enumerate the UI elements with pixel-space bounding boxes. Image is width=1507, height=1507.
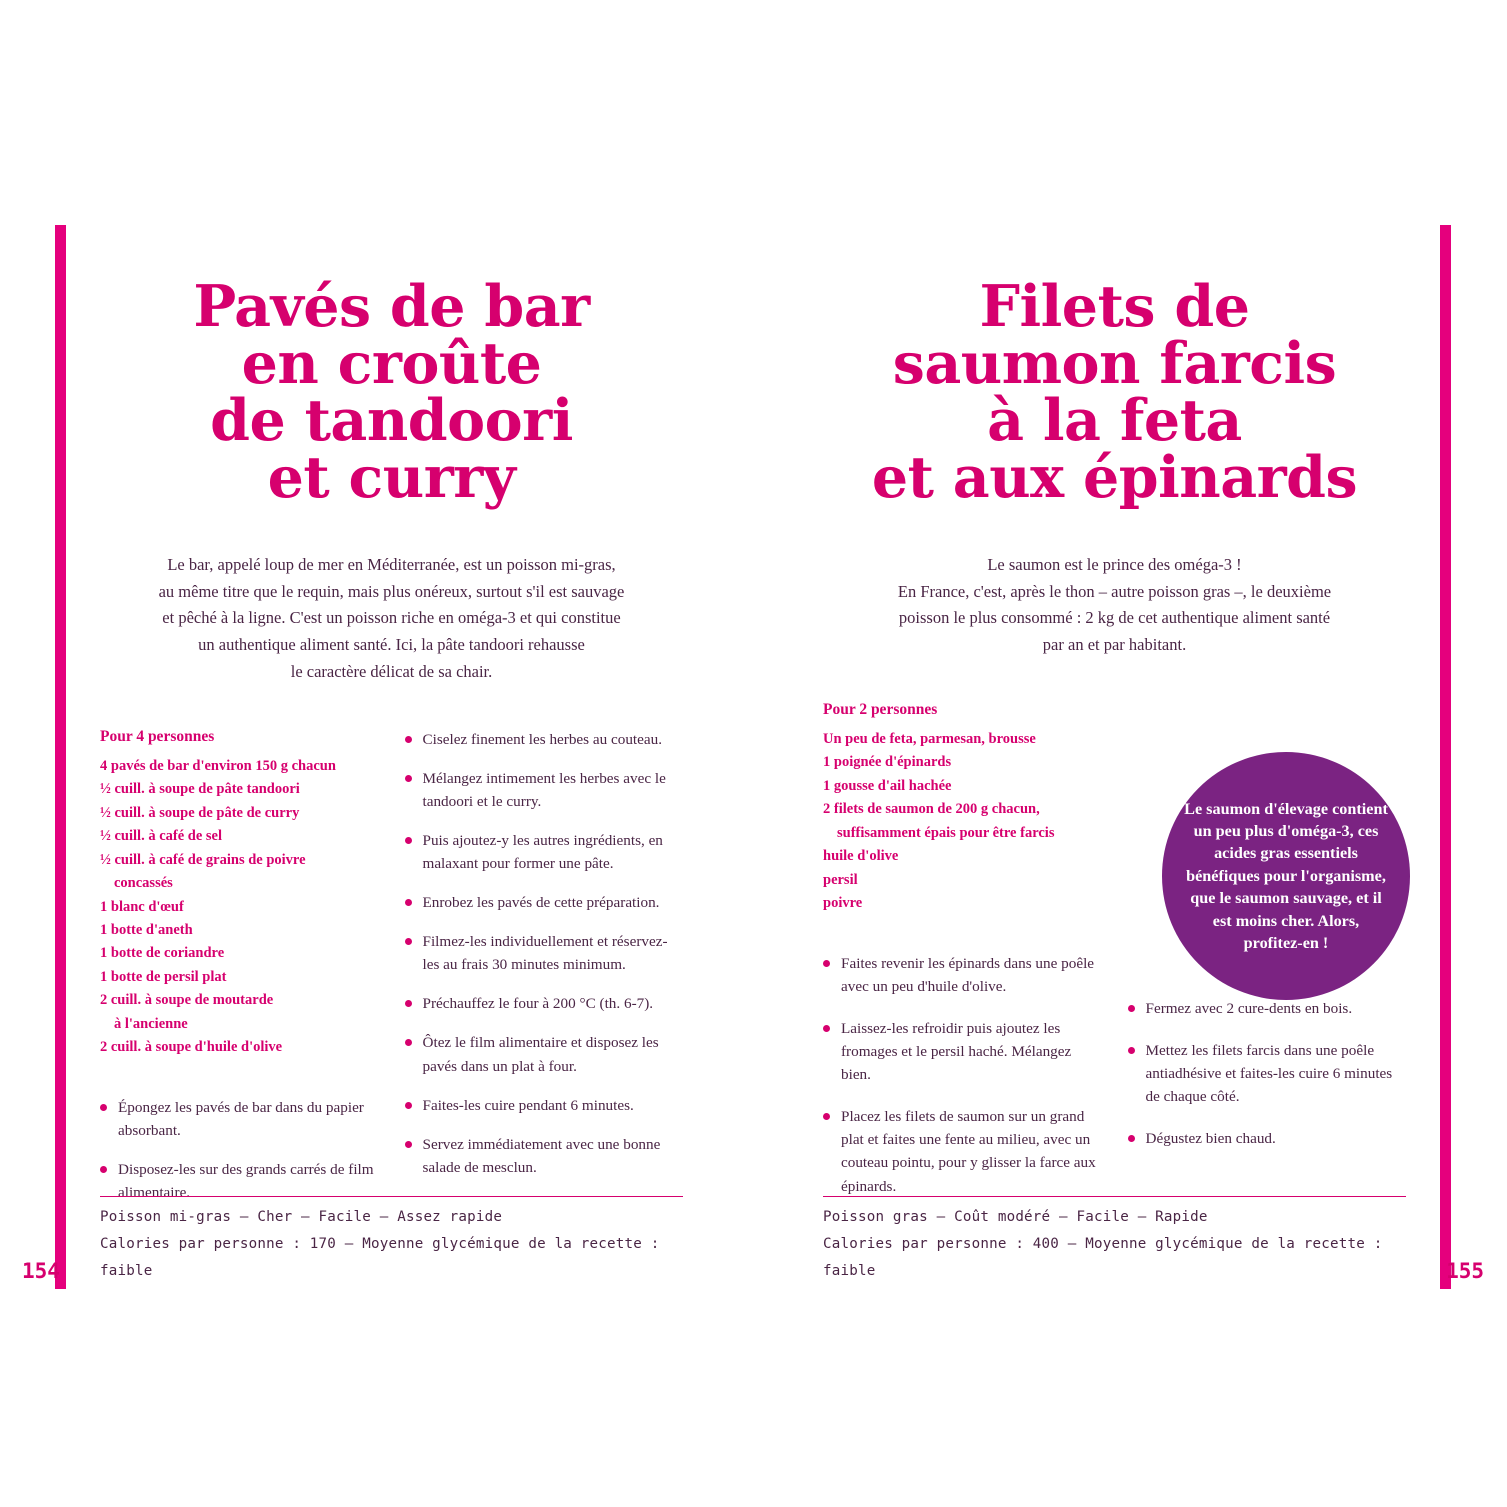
list-item — [823, 751, 1102, 774]
list-item: Servez immédiatement avec une bonne salade de mesclun. — [405, 1133, 684, 1179]
tip-callout-circle — [1162, 752, 1410, 1000]
recipe-columns-left — [100, 728, 683, 1221]
footer-line-2: Calories par personne : 170 – Moyenne glycémique de la recette : faible — [100, 1236, 660, 1280]
list-item — [100, 989, 379, 1036]
list-item — [100, 802, 379, 825]
ingredient-list — [100, 755, 379, 1060]
ingredient-text: 4 pavés de bar d'environ 150 g chacun — [100, 757, 336, 774]
list-item — [100, 1036, 379, 1059]
list-item: Placez les filets de saumon sur un grand plat et faites une fente au milieu, avec un couteau pointu, pour y glisser la farce aux épinards. — [823, 1105, 1102, 1197]
list-item — [100, 942, 379, 965]
list-item: Dégustez bien chaud. — [1128, 1127, 1407, 1150]
footer-divider — [100, 1196, 683, 1197]
page-left — [0, 0, 753, 1507]
list-item — [823, 775, 1102, 798]
ingredients-column-left — [100, 728, 379, 1221]
footer-line-2: Calories par personne : 400 – Moyenne glycémique de la recette : faible — [823, 1236, 1383, 1280]
title-line: en croûte — [241, 330, 542, 397]
ingredient-text: 1 gousse d'ail hachée — [823, 777, 952, 794]
list-item: Enrobez les pavés de cette préparation. — [405, 891, 684, 914]
ingredient-text: ½ cuill. à soupe de pâte tandoori — [100, 781, 300, 798]
ingredient-text: 1 botte de persil plat — [100, 968, 227, 985]
tip-callout-text: Le saumon d'élevage contient un peu plus d'oméga-3, ces acides gras essentiels bénéfiques pour l'organisme, que le saumon sauvage, et il est moins cher. Alors, profitez-en ! — [1184, 799, 1388, 952]
ingredient-list — [823, 728, 1102, 916]
steps-list-left-col2 — [405, 728, 684, 1179]
intro-line: par an et par habitant. — [1042, 635, 1187, 655]
list-item: Mélangez intimement les herbes avec le tandoori et le curry. — [405, 767, 684, 813]
steps-column-left — [405, 728, 684, 1221]
ingredient-text: poivre — [823, 895, 863, 912]
ingredient-text: 1 botte de coriandre — [100, 945, 225, 962]
footer-divider — [823, 1196, 1406, 1197]
intro-line: au même titre que le requin, mais plus onéreux, surtout s'il est sauvage — [158, 581, 625, 601]
steps-list-right-col1 — [823, 952, 1102, 1198]
recipe-intro-left — [100, 552, 683, 686]
title-line: Filets de — [979, 273, 1250, 340]
ingredient-text: ½ cuill. à café de grains de poivre — [100, 851, 306, 868]
title-line: Pavés de bar — [193, 273, 590, 340]
list-item — [823, 728, 1102, 751]
ingredients-column-right — [823, 701, 1102, 1217]
title-line: à la feta — [987, 387, 1242, 454]
list-item: Puis ajoutez-y les autres ingrédients, en malaxant pour former une pâte. — [405, 829, 684, 875]
list-item — [100, 825, 379, 848]
ingredient-text: 2 cuill. à soupe de moutarde — [100, 992, 274, 1009]
list-item: Épongez les pavés de bar dans du papier absorbant. — [100, 1096, 379, 1142]
list-item — [100, 778, 379, 801]
title-line: saumon farcis — [892, 330, 1337, 397]
list-item: Filmez-les individuellement et réservez-les au frais 30 minutes minimum. — [405, 930, 684, 976]
intro-line: poisson le plus consommé : 2 kg de cet authentique aliment santé — [898, 608, 1331, 628]
ingredient-text: huile d'olive — [823, 848, 899, 865]
list-item: Faites-les cuire pendant 6 minutes. — [405, 1094, 684, 1117]
ingredient-text: 1 blanc d'œuf — [100, 898, 184, 915]
ingredient-text: 1 botte d'aneth — [100, 921, 193, 938]
intro-line: En France, c'est, après le thon – autre poisson gras –, le deuxième — [897, 581, 1332, 601]
list-item: Ôtez le film alimentaire et disposez les pavés dans un plat à four. — [405, 1031, 684, 1077]
intro-line: Le saumon est le prince des oméga-3 ! — [987, 555, 1242, 574]
list-item: Faites revenir les épinards dans une poêle avec un peu d'huile d'olive. — [823, 952, 1102, 998]
list-item: Fermez avec 2 cure-dents en bois. — [1128, 997, 1407, 1020]
steps-list-left-col1 — [100, 1096, 379, 1204]
recipe-footer-right — [823, 1196, 1406, 1285]
title-line: et curry — [267, 444, 516, 511]
list-item: Laissez-les refroidir puis ajoutez les fromages et le persil haché. Mélangez bien. — [823, 1017, 1102, 1086]
servings-label: Pour 2 personnes — [823, 700, 938, 718]
servings-label: Pour 4 personnes — [100, 727, 215, 745]
list-item — [100, 849, 379, 896]
list-item — [823, 798, 1102, 845]
footer-line-1: Poisson gras – Coût modéré – Facile – Rapide — [823, 1209, 1208, 1226]
ingredient-text: ½ cuill. à soupe de pâte de curry — [100, 804, 300, 821]
ingredient-text-cont: suffisamment épais pour être farcis — [837, 824, 1055, 841]
steps-list-right-col2 — [1128, 997, 1407, 1150]
title-line: et aux épinards — [871, 444, 1358, 511]
ingredient-text-cont: à l'ancienne — [114, 1015, 188, 1032]
page-number-right: 155 — [1446, 1259, 1484, 1283]
recipe-footer-left — [100, 1196, 683, 1285]
list-item — [100, 755, 379, 778]
intro-line: Le bar, appelé loup de mer en Méditerranée, est un poisson mi-gras, — [167, 555, 616, 574]
intro-line: et pêché à la ligne. C'est un poisson riche en oméga-3 et qui constitue — [162, 608, 621, 628]
list-item — [823, 869, 1102, 892]
page-number-left: 154 — [22, 1259, 60, 1283]
ingredient-text: ½ cuill. à café de sel — [100, 828, 223, 845]
list-item: Disposez-les sur des grands carrés de film alimentaire. — [100, 1158, 379, 1204]
list-item: Préchauffez le four à 200 °C (th. 6-7). — [405, 992, 684, 1015]
list-item — [100, 919, 379, 942]
page-right — [753, 0, 1506, 1507]
ingredient-text: 2 cuill. à soupe d'huile d'olive — [100, 1039, 283, 1056]
intro-line: un authentique aliment santé. Ici, la pâte tandoori rehausse — [198, 635, 585, 655]
list-item: Ciselez finement les herbes au couteau. — [405, 728, 684, 751]
footer-line-1: Poisson mi-gras – Cher – Facile – Assez rapide — [100, 1209, 503, 1226]
list-item — [100, 896, 379, 919]
ingredient-text: persil — [823, 871, 858, 888]
title-line: de tandoori — [210, 387, 573, 454]
list-item: Mettez les filets farcis dans une poêle antiadhésive et faites-les cuire 6 minutes de chaque côté. — [1128, 1039, 1407, 1108]
list-item — [823, 845, 1102, 868]
ingredient-text-cont: concassés — [114, 875, 173, 892]
ingredient-text: 1 poignée d'épinards — [823, 754, 952, 771]
recipe-title-left — [100, 0, 683, 511]
ingredient-text: 2 filets de saumon de 200 g chacun, — [823, 801, 1040, 818]
recipe-title-right — [823, 0, 1406, 511]
recipe-intro-right — [823, 552, 1406, 659]
ingredient-text: Un peu de feta, parmesan, brousse — [823, 730, 1036, 747]
list-item — [100, 966, 379, 989]
intro-line: le caractère délicat de sa chair. — [290, 661, 493, 681]
list-item — [823, 892, 1102, 915]
